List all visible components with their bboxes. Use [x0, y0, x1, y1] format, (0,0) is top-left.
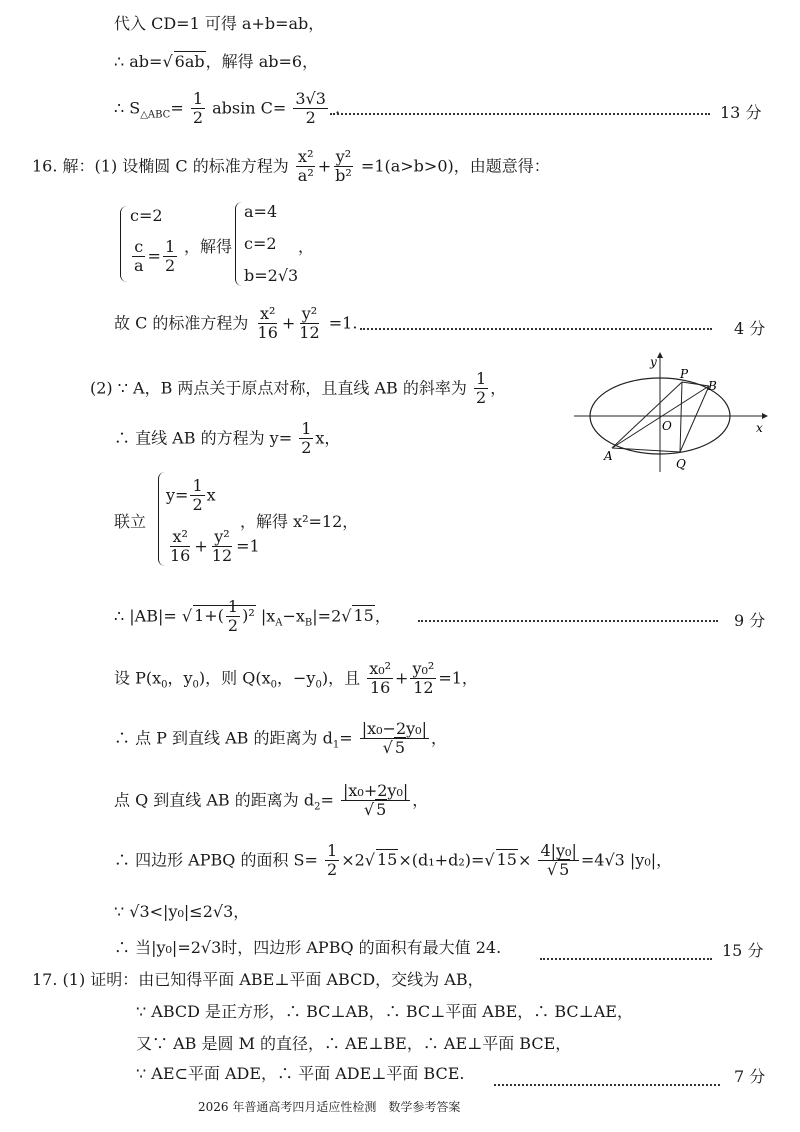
segment-aq [612, 448, 680, 452]
brace-system-2 [235, 202, 242, 286]
lian-row2: $\frac{\text{x²}}{16}$ + $\frac{\text{y²}}{12}$ =1 [170, 527, 260, 566]
line-ab-equation: ∴ 直线 AB 的方程为 y= $\frac{1}{2}$ x， [114, 419, 341, 458]
label-p: P [680, 367, 689, 381]
leader-dots [494, 1084, 720, 1086]
line-17-d: ∵ AE⊂平面 ADE，∴ 平面 ADE⊥平面 BCE. [136, 1064, 465, 1083]
ellipse-figure [572, 350, 768, 476]
label-q: Q [676, 457, 686, 471]
sys1-row1: c=2 [130, 206, 163, 225]
line-distance-d1: ∴ 点 P 到直线 AB 的距离为 $d_1=$ $\frac{\text{|x₀−2y₀|}}{√ 5}$ ， [114, 719, 447, 758]
segment-pq [680, 382, 682, 452]
line-ab-length: ∴ |AB|= √ 1+( $\frac{1}{2}$ )² $|x_A-x_B|=2√$ 15， [114, 597, 391, 636]
label-y: y [650, 355, 657, 369]
line-set-p: 设 $P(x_0$，$y_0$)，则 $Q(x_0$，$-y_0$)，且 $\frac{\text{x₀²}}{16}$ + $\frac{\text{y₀²}}{12}$ =1， [114, 659, 478, 698]
sys-jiede: ，解得 [184, 237, 233, 256]
leader-dots [540, 958, 712, 960]
line-17-b: ∵ ABCD 是正方形，∴ BC⊥AB，∴ BC⊥平面 ABE，∴ BC⊥AE， [136, 1002, 633, 1021]
sys2-row3: b=2√3 [244, 266, 299, 285]
line-area-abc: ∴ $S_{\triangle ABC}=$ $\frac{1}{2}$ absin C= $\frac{3√3}{2}$ . [114, 89, 341, 128]
score-7: 7 分 [734, 1067, 766, 1086]
line-substitute: 代入 CD=1 可得 a+b=ab， [114, 14, 325, 33]
line-area-apbq: ∴ 四边形 APBQ 的面积 S= $\frac{1}{2}$ ×2√ 15×(d₁+d₂)=√ 15× $\frac{\text{4|y₀|}}{√ 5}$ =4√3 |y₀|， [114, 841, 673, 880]
page-footer: 2026 年普通高考四月适应性检测 数学参考答案 [198, 1100, 461, 1114]
label-a: A [604, 449, 613, 463]
sys1-row2: $\frac{c}{a}$ = $\frac{1}{2}$ [134, 237, 176, 276]
score-13: 13 分 [720, 103, 762, 122]
line-standard-eq: 故 C 的标准方程为 $\frac{\text{x²}}{16}$ + $\frac{\text{y²}}{12}$ =1. [114, 304, 358, 343]
sys2-row2: c=2 [244, 234, 277, 253]
lian-row1: y= $\frac{1}{2}$ x [166, 476, 216, 515]
segment-ap [612, 382, 682, 448]
lian-result: ，解得 x²=12， [240, 512, 359, 531]
line-ab-eq: ∴ ab=√ 6ab，解得 ab=6， [114, 52, 319, 71]
brace-system-1 [120, 206, 127, 282]
line-inequality: ∵ √3<|y₀|≤2√3， [114, 902, 250, 921]
y-axis-arrow-icon [657, 352, 663, 358]
score-4: 4 分 [734, 319, 766, 338]
score-9: 9 分 [734, 611, 766, 630]
leader-dots [418, 620, 718, 622]
label-o: O [662, 419, 672, 433]
sys2-row1: a=4 [244, 202, 278, 221]
score-15: 15 分 [722, 941, 764, 960]
problem-17-header: 17. (1) 证明：由已知得平面 ABE⊥平面 ABCD，交线为 AB， [32, 970, 484, 989]
brace-system-3 [158, 472, 165, 566]
label-lianli: 联立 [114, 512, 147, 531]
line-17-c: 又∵ AB 是圆 M 的直径，∴ AE⊥BE，∴ AE⊥平面 BCE， [136, 1034, 572, 1053]
sys2-comma: ， [298, 237, 315, 256]
problem-16-header: 16. 解：(1) 设椭圆 C 的标准方程为 $\frac{\text{x²}}{\text{a²}}$ + $\frac{\text{y²}}{\text{b²}}$ =1(a>b>0)，由题意得： [32, 147, 550, 186]
segment-qb [680, 386, 709, 452]
x-axis-arrow-icon [762, 413, 768, 419]
line-distance-d2: 点 Q 到直线 AB 的距离为 $d_2=$ $\frac{\text{|x₀+2y₀|}}{√ 5}$ ， [114, 781, 429, 820]
leader-dots [330, 113, 710, 115]
line-part-2: (2) ∵ A，B 两点关于原点对称，且直线 AB 的斜率为 $\frac{1}{2}$ ， [90, 369, 507, 408]
label-b: B [708, 379, 717, 393]
label-x: x [756, 421, 763, 435]
line-max-area: ∴ 当|y₀|=2√3时，四边形 APBQ 的面积有最大值 24. [114, 938, 502, 957]
leader-dots [360, 328, 712, 330]
